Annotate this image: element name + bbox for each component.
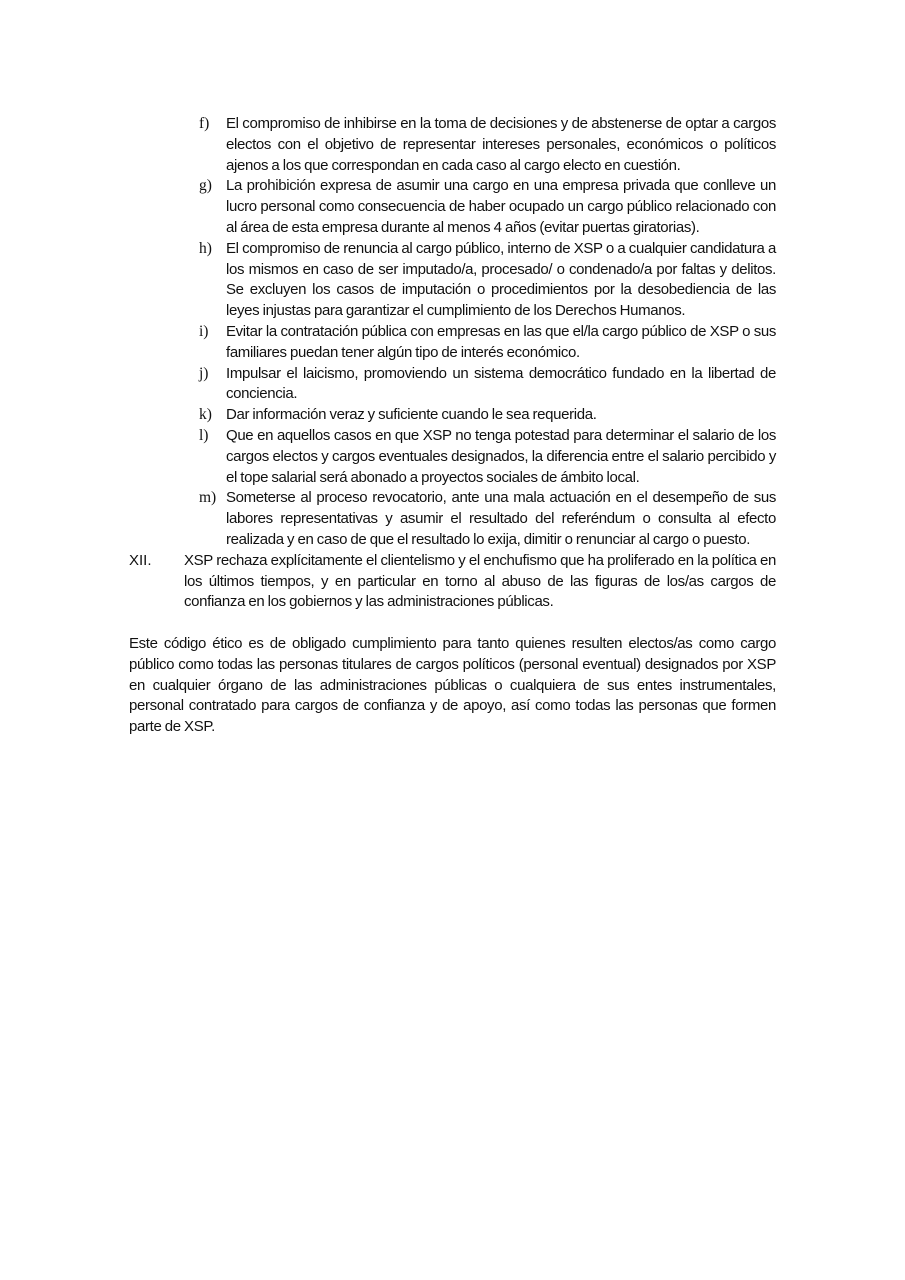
closing-paragraph: Este código ético es de obligado cumplimiento para tanto quienes resulten electos/as como cargo público como todas las personas titulares de cargos políticos (personal eventual) designados por XSP en cualquier órgano de las administraciones públicas o cualquiera de sus entes instrumentales, personal contratado para cargos de confianza y de apoyo, así como todas las personas que formen parte de XSP. [129, 634, 776, 736]
list-item-f [199, 114, 776, 176]
list-marker: h) [199, 239, 212, 257]
list-item-g [199, 176, 776, 238]
roman-marker: XII. [129, 551, 152, 569]
list-item-text: La prohibición expresa de asumir una cargo en una empresa privada que conlleve un lucro personal como consecuencia de haber ocupado un cargo público relacionado con al área de esta empresa durante al menos 4 años (evitar puertas giratorias). [226, 177, 776, 236]
list-item-text: Que en aquellos casos en que XSP no tenga potestad para determinar el salario de los cargos electos y cargos eventuales designados, la diferencia entre el salario percibido y el tope salarial será abonado a proyectos sociales de ámbito local. [226, 426, 776, 486]
list-item-text: El compromiso de renuncia al cargo público, interno de XSP o a cualquier candidatura a los mismos en caso de ser imputado/a, procesado/ o condenado/a por faltas y delitos. Se excluyen los casos de imputación o procedimientos por la desobediencia de las leyes injustas para garantizar el cumplimiento de los Derechos Humanos. [226, 239, 776, 320]
list-marker: m) [199, 489, 217, 507]
list-item-h [199, 239, 776, 322]
list-item-i [199, 322, 776, 364]
list-item-text: Someterse al proceso revocatorio, ante una mala actuación en el desempeño de sus labores representativas y asumir el resultado del referéndum o consulta al efecto realizada y en caso de que el resultado lo exija, dimitir o renunciar al cargo o puesto. [226, 489, 776, 548]
list-marker: j) [199, 364, 209, 382]
list-item-text: Impulsar el laicismo, promoviendo un sistema democrático fundado en la libertad de conciencia. [226, 364, 776, 403]
list-item-j [199, 364, 776, 406]
list-item-l [199, 426, 776, 488]
list-marker: l) [199, 426, 209, 444]
roman-item-text: XSP rechaza explícitamente el clientelismo y el enchufismo que ha proliferado en la política en los últimos tiempos, y en particular en torno al abuso de las figuras de los/as cargos de confianza en los gobiernos y las administraciones públicas. [184, 551, 776, 611]
list-item-text: Evitar la contratación pública con empresas en las que el/la cargo público de XSP o sus familiares puedan tener algún tipo de interés económico. [226, 322, 776, 361]
list-item-text: Dar información veraz y suficiente cuando le sea requerida. [226, 406, 597, 424]
roman-list-item-xii [129, 551, 776, 613]
list-marker: i) [199, 322, 209, 340]
list-item-text: El compromiso de inhibirse en la toma de decisiones y de abstenerse de optar a cargos electos con el objetivo de representar intereses personales, económicos o políticos ajenos a los que correspondan en cada caso al cargo electo en cuestión. [226, 115, 776, 174]
list-marker: f) [199, 115, 210, 132]
list-item-m [199, 488, 776, 550]
list-marker: g) [199, 177, 212, 195]
document-body [129, 114, 776, 753]
list-item-k [199, 405, 776, 426]
lettered-list [199, 114, 776, 551]
list-marker: k) [199, 406, 212, 424]
